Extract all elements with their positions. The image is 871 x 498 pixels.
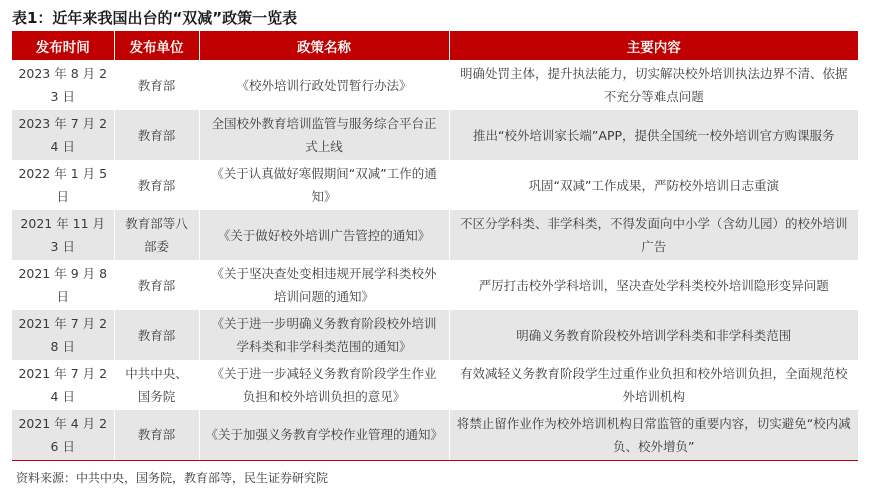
cell-policy: 《关于进一步明确义务教育阶段校外培训学科类和非学科类范围的通知》: [199, 310, 449, 360]
cell-content: 推出“校外培训家长端”APP，提供全国统一校外培训官方购课服务: [449, 110, 858, 160]
table-body: [12, 60, 858, 460]
header-content: 主要内容: [449, 31, 858, 60]
cell-date: 2021 年 7 月 24 日: [12, 360, 114, 410]
header-date: 发布时间: [12, 31, 114, 60]
cell-content: 严厉打击校外学科培训，坚决查处学科类校外培训隐形变异问题: [449, 260, 858, 310]
cell-policy: 《关于做好校外培训广告管控的通知》: [199, 210, 449, 260]
table-row: [12, 360, 858, 410]
table-row: [12, 410, 858, 460]
cell-content: 巩固“双减”工作成果，严防校外培训日志重演: [449, 160, 858, 210]
table-row: [12, 160, 858, 210]
cell-issuer: 教育部: [114, 110, 199, 160]
cell-issuer: 教育部等八部委: [114, 210, 199, 260]
cell-policy: 《校外培训行政处罚暂行办法》: [199, 60, 449, 110]
table-row: [12, 110, 858, 160]
cell-issuer: 教育部: [114, 60, 199, 110]
cell-content: 明确义务教育阶段校外培训学科类和非学科类范围: [449, 310, 858, 360]
cell-policy: 《关于加强义务教育学校作业管理的通知》: [199, 410, 449, 460]
cell-content: 将禁止留作业作为校外培训机构日常监管的重要内容，切实避免“校内减负、校外增负”: [449, 410, 858, 460]
cell-date: 2021 年 9 月 8 日: [12, 260, 114, 310]
cell-issuer: 教育部: [114, 260, 199, 310]
cell-content: 明确处罚主体，提升执法能力，切实解决校外培训执法边界不清、依据不充分等难点问题: [449, 60, 858, 110]
cell-date: 2021 年 11 月 3 日: [12, 210, 114, 260]
source-note: 资料来源：中共中央，国务院，教育部等，民生证券研究院: [16, 471, 329, 485]
cell-issuer: 教育部: [114, 310, 199, 360]
header-issuer: 发布单位: [114, 31, 199, 60]
cell-policy: 《关于坚决查处变相违规开展学科类校外培训问题的通知》: [199, 260, 449, 310]
table-title: 表1：近年来我国出台的“双减”政策一览表: [12, 9, 298, 27]
cell-content: 不区分学科类、非学科类，不得发面向中小学（含幼儿园）的校外培训广告: [449, 210, 858, 260]
header-policy: 政策名称: [199, 31, 449, 60]
cell-policy: 全国校外教育培训监管与服务综合平台正式上线: [199, 110, 449, 160]
cell-policy: 《关于进一步减轻义务教育阶段学生作业负担和校外培训负担的意见》: [199, 360, 449, 410]
table-row: [12, 210, 858, 260]
cell-date: 2021 年 7 月 28 日: [12, 310, 114, 360]
cell-date: 2023 年 7 月 24 日: [12, 110, 114, 160]
cell-issuer: 教育部: [114, 160, 199, 210]
policy-table: [12, 31, 858, 461]
cell-content: 有效减轻义务教育阶段学生过重作业负担和校外培训负担，全面规范校外培训机构: [449, 360, 858, 410]
table-row: [12, 310, 858, 360]
cell-date: 2021 年 4 月 26 日: [12, 410, 114, 460]
cell-date: 2023 年 8 月 23 日: [12, 60, 114, 110]
cell-issuer: 教育部: [114, 410, 199, 460]
table-header-row: [12, 31, 858, 60]
cell-issuer: 中共中央、国务院: [114, 360, 199, 410]
table-row: [12, 260, 858, 310]
cell-date: 2022 年 1 月 5 日: [12, 160, 114, 210]
table-row: [12, 60, 858, 110]
cell-policy: 《关于认真做好寒假期间“双减”工作的通知》: [199, 160, 449, 210]
